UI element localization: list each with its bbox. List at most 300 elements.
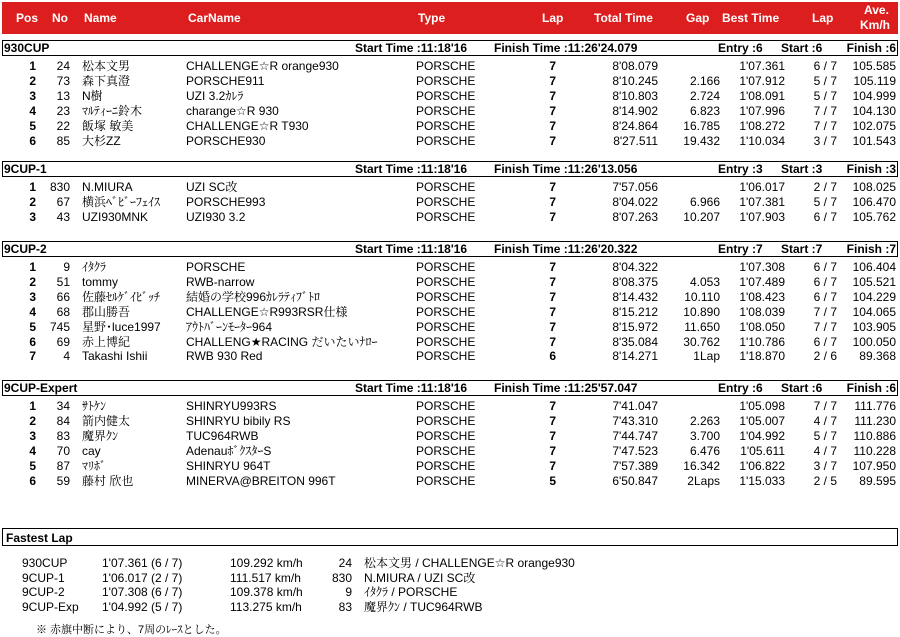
laps: 7 (549, 209, 556, 224)
result-row (0, 474, 900, 488)
avg-speed: 107.950 (852, 458, 896, 473)
best-time: 1'15.033 (739, 473, 785, 488)
gap: 2.263 (689, 413, 720, 428)
best-lap: 5 / 7 (813, 428, 837, 443)
result-row (0, 305, 900, 319)
red-flag-note: ※ 赤旗中断により、7周のﾚｰｽとした。 (36, 624, 227, 636)
best-lap: 2 / 6 (813, 349, 837, 364)
best-lap: 3 / 7 (813, 133, 837, 148)
best-time: 1'07.996 (739, 103, 785, 118)
divider (897, 40, 898, 55)
result-row (0, 210, 900, 224)
total-time: 7'47.523 (612, 443, 658, 458)
total-time: 7'41.047 (612, 399, 658, 413)
fastest-lap-title: Fastest Lap (6, 531, 73, 545)
section-start-time: Start Time :11:18'16 (355, 162, 468, 176)
best-time: 1'07.381 (739, 194, 785, 209)
total-time: 7'57.056 (612, 180, 658, 194)
col-type: Type (418, 11, 446, 25)
section-finish-count: Finish :6 (846, 41, 896, 55)
laps: 5 (549, 473, 556, 488)
result-row (0, 119, 900, 133)
gap: 16.785 (683, 118, 720, 133)
car-type: PORSCHE (416, 443, 476, 458)
laps: 6 (549, 349, 556, 364)
total-time: 8'15.972 (612, 319, 658, 334)
result-row (0, 59, 900, 73)
pos: 1 (29, 59, 36, 73)
car-type: PORSCHE (416, 289, 476, 304)
result-row (0, 429, 900, 443)
pos: 5 (29, 458, 36, 473)
best-lap: 7 / 7 (813, 399, 837, 413)
section-finish-time: Finish Time :11:25'57.047 (494, 381, 638, 395)
driver-name: UZI930MNK (82, 209, 149, 224)
gap: 2.724 (689, 88, 720, 103)
car-name: UZI SC改 (186, 180, 238, 194)
avg-speed: 105.119 (853, 73, 896, 88)
car-type: PORSCHE (416, 334, 476, 349)
driver-name: 松本文男 (82, 59, 131, 73)
avg-speed: 106.470 (852, 194, 896, 209)
gap: 2Laps (687, 473, 720, 488)
best-lap: 2 / 5 (813, 473, 837, 488)
driver-name: N樹 (82, 88, 103, 103)
section-title: 9CUP-2 (4, 242, 47, 256)
avg-speed: 105.762 (852, 209, 896, 224)
driver-name: 箭内健太 (82, 413, 131, 428)
car-no: 69 (56, 334, 70, 349)
pos: 6 (29, 473, 36, 488)
avg-speed: 104.065 (852, 304, 896, 319)
gap: 10.110 (684, 289, 720, 304)
best-time: 1'18.870 (739, 349, 785, 364)
avg-speed: 89.595 (859, 473, 896, 488)
car-no: 51 (56, 274, 70, 289)
best-lap: 7 / 7 (813, 304, 837, 319)
fl-driver: 魔界ｸﾝ / TUC964RWB (364, 599, 483, 614)
driver-name: 藤村 欣也 (82, 473, 134, 488)
section-start-count: Start :6 (781, 41, 823, 55)
total-time: 7'43.310 (612, 413, 658, 428)
result-row (0, 89, 900, 103)
total-time: 8'14.432 (612, 289, 658, 304)
total-time: 6'50.847 (612, 473, 658, 488)
best-lap: 7 / 7 (813, 103, 837, 118)
car-no: 67 (56, 194, 70, 209)
result-row (0, 320, 900, 334)
fastest-lap-row (2, 556, 900, 570)
laps: 7 (549, 194, 556, 209)
section-finish-count: Finish :6 (846, 381, 896, 395)
car-name: AdenauﾎﾞｸｽﾀｰS (186, 443, 272, 458)
best-time: 1'10.786 (739, 334, 785, 349)
pos: 2 (29, 194, 36, 209)
car-type: PORSCHE (416, 133, 476, 148)
car-no: 83 (56, 428, 70, 443)
col-gap: Gap (686, 11, 710, 25)
car-no: 4 (63, 349, 70, 364)
car-name: CHALLENGE☆R T930 (186, 118, 309, 133)
divider (2, 40, 3, 55)
car-no: 24 (56, 59, 70, 73)
fl-car-no: 9 (345, 585, 352, 599)
section-start-count: Start :3 (781, 162, 823, 176)
car-name: PORSCHE911 (186, 73, 265, 88)
car-type: PORSCHE (416, 103, 476, 118)
car-name: CHALLENGE☆R orange930 (186, 59, 339, 73)
car-type: PORSCHE (416, 428, 476, 443)
pos: 5 (29, 118, 36, 133)
result-row (0, 74, 900, 88)
pos: 4 (29, 443, 36, 458)
section-start-time: Start Time :11:18'16 (355, 381, 468, 395)
best-time: 1'05.007 (739, 413, 785, 428)
car-type: PORSCHE (416, 458, 476, 473)
avg-speed: 110.228 (853, 443, 896, 458)
pos: 7 (29, 349, 36, 364)
car-type: PORSCHE (416, 180, 476, 194)
fl-class: 930CUP (22, 556, 68, 570)
avg-speed: 104.999 (852, 88, 896, 103)
result-row (0, 399, 900, 413)
pos: 1 (29, 399, 36, 413)
total-time: 8'10.245 (612, 73, 658, 88)
result-row (0, 180, 900, 194)
car-type: PORSCHE (416, 473, 476, 488)
result-row (0, 260, 900, 274)
car-name: CHALLENGE☆R993RSR仕様 (186, 304, 348, 319)
car-type: PORSCHE (416, 304, 476, 319)
gap: 16.342 (683, 458, 720, 473)
car-name: TUC964RWB (186, 428, 259, 443)
driver-name: 佐藤ｾﾙｹﾞｲﾋﾞｯﾁ (82, 289, 161, 304)
gap: 11.650 (684, 319, 720, 334)
pos: 2 (29, 413, 36, 428)
car-type: PORSCHE (416, 209, 476, 224)
car-type: PORSCHE (416, 349, 476, 364)
fastest-lap-row (2, 585, 900, 599)
col-total-time: Total Time (594, 11, 653, 25)
laps: 7 (549, 319, 556, 334)
laps: 7 (549, 118, 556, 133)
car-name: charange☆R 930 (186, 103, 279, 118)
car-name: SHINRYU bibily RS (186, 413, 291, 428)
pos: 2 (29, 73, 36, 88)
col-name: Name (84, 11, 117, 25)
best-lap: 6 / 7 (813, 260, 837, 274)
fl-time: 1'07.361 (6 / 7) (102, 556, 183, 570)
col-carname: CarName (188, 11, 241, 25)
best-time: 1'10.034 (739, 133, 785, 148)
car-name: UZI930 3.2 (186, 209, 246, 224)
best-time: 1'08.091 (739, 88, 785, 103)
total-time: 8'04.022 (612, 194, 658, 209)
avg-speed: 89.368 (859, 349, 896, 364)
section-entry-count: Entry :6 (718, 381, 763, 395)
total-time: 8'10.803 (612, 88, 658, 103)
driver-name: ｲﾀｸﾗ (82, 260, 107, 274)
pos: 3 (29, 289, 36, 304)
best-lap: 6 / 7 (813, 209, 837, 224)
col-pos: Pos (16, 11, 39, 25)
result-row (0, 195, 900, 209)
fl-class: 9CUP-1 (22, 570, 65, 585)
best-time: 1'08.423 (739, 289, 785, 304)
car-no: 68 (56, 304, 70, 319)
best-lap: 6 / 7 (813, 289, 837, 304)
driver-name: 魔界ｸﾝ (82, 428, 119, 443)
driver-name: 赤上博紀 (82, 334, 131, 349)
fl-speed: 109.378 km/h (230, 585, 303, 599)
car-type: PORSCHE (416, 118, 476, 133)
laps: 7 (549, 59, 556, 73)
gap: 3.700 (689, 428, 720, 443)
car-name: 結婚の学校996ｶﾚﾗﾃｨﾌﾞﾄﾛ (186, 289, 321, 304)
section-finish-count: Finish :7 (846, 242, 896, 256)
avg-speed: 111.776 (854, 399, 896, 413)
best-time: 1'07.903 (739, 209, 785, 224)
car-name: RWB-narrow (186, 274, 255, 289)
best-time: 1'07.912 (739, 73, 785, 88)
section-start-count: Start :6 (781, 381, 823, 395)
car-no: 70 (56, 443, 70, 458)
driver-name: N.MIURA (82, 180, 133, 194)
pos: 3 (29, 209, 36, 224)
driver-name: 横浜ﾍﾞﾋﾞｰﾌｪｲｽ (82, 194, 161, 209)
avg-speed: 103.905 (852, 319, 896, 334)
best-time: 1'04.992 (739, 428, 785, 443)
fl-driver: 松本文男 / CHALLENGE☆R orange930 (364, 556, 575, 570)
fl-car-no: 830 (331, 570, 352, 585)
divider (897, 380, 898, 395)
fl-speed: 111.517 km/h (230, 570, 301, 585)
car-name: ｱｳﾄﾊﾞｰﾝﾓｰﾀｰ964 (186, 319, 273, 334)
result-row (0, 134, 900, 148)
gap: 4.053 (689, 274, 720, 289)
best-time: 1'06.017 (739, 180, 785, 194)
pos: 2 (29, 274, 36, 289)
section-start-time: Start Time :11:18'16 (355, 242, 468, 256)
car-name: PORSCHE993 (186, 194, 266, 209)
driver-name: cay (82, 443, 101, 458)
driver-name: 大杉ZZ (82, 133, 121, 148)
result-row (0, 290, 900, 304)
car-name: PORSCHE (186, 260, 246, 274)
car-no: 9 (63, 260, 70, 274)
fastest-lap-panel (2, 528, 898, 634)
car-no: 34 (56, 399, 70, 413)
avg-speed: 110.886 (853, 428, 896, 443)
laps: 7 (549, 413, 556, 428)
total-time: 7'57.389 (612, 458, 658, 473)
divider (2, 395, 898, 396)
divider (2, 241, 3, 256)
best-lap: 6 / 7 (813, 59, 837, 73)
car-name: PORSCHE930 (186, 133, 266, 148)
fl-time: 1'06.017 (2 / 7) (102, 570, 183, 585)
best-lap: 3 / 7 (813, 458, 837, 473)
col-lap: Lap (542, 11, 564, 25)
result-row (0, 444, 900, 458)
laps: 7 (549, 289, 556, 304)
result-row (0, 459, 900, 473)
gap: 6.476 (689, 443, 720, 458)
section-entry-count: Entry :3 (718, 162, 763, 176)
car-no: 13 (56, 88, 70, 103)
fastest-lap-row (2, 571, 900, 585)
driver-name: ﾏﾙﾃｨｰﾆ鈴木 (82, 103, 143, 118)
pos: 4 (29, 103, 36, 118)
car-name: MINERVA@BREITON 996T (186, 473, 336, 488)
avg-speed: 108.025 (852, 180, 896, 194)
driver-name: 飯塚 敏美 (82, 118, 134, 133)
gap: 19.432 (683, 133, 720, 148)
driver-name: ﾏﾘﾎﾞ (82, 458, 107, 473)
best-lap: 2 / 7 (813, 180, 837, 194)
divider (2, 380, 3, 395)
car-no: 85 (56, 133, 70, 148)
car-no: 73 (56, 73, 70, 88)
total-time: 8'35.084 (612, 334, 658, 349)
avg-speed: 106.404 (852, 260, 896, 274)
avg-speed: 105.585 (852, 59, 896, 73)
pos: 4 (29, 304, 36, 319)
pos: 3 (29, 88, 36, 103)
avg-speed: 100.050 (852, 334, 896, 349)
fl-class: 9CUP-Exp (22, 599, 79, 614)
laps: 7 (549, 334, 556, 349)
pos: 3 (29, 428, 36, 443)
fl-car-no: 24 (338, 556, 352, 570)
avg-speed: 104.229 (852, 289, 896, 304)
divider (897, 161, 898, 176)
best-lap: 5 / 7 (813, 194, 837, 209)
laps: 7 (549, 88, 556, 103)
best-time: 1'06.822 (739, 458, 785, 473)
car-no: 830 (49, 180, 70, 194)
pos: 6 (29, 334, 36, 349)
car-no: 23 (56, 103, 70, 118)
car-no: 745 (49, 319, 70, 334)
car-type: PORSCHE (416, 274, 476, 289)
col-no: No (52, 11, 68, 25)
col-kmh: Km/h (860, 18, 890, 32)
total-time: 8'08.375 (612, 274, 658, 289)
avg-speed: 111.230 (854, 413, 896, 428)
laps: 7 (549, 274, 556, 289)
fl-car-no: 83 (338, 599, 352, 614)
car-type: PORSCHE (416, 194, 476, 209)
best-lap: 6 / 7 (813, 274, 837, 289)
result-row (0, 335, 900, 349)
car-no: 84 (56, 413, 70, 428)
best-time: 1'08.272 (739, 118, 785, 133)
best-time: 1'07.361 (739, 59, 785, 73)
divider (897, 241, 898, 256)
section-entry-count: Entry :6 (718, 41, 763, 55)
avg-speed: 102.075 (852, 118, 896, 133)
car-type: PORSCHE (416, 88, 476, 103)
total-time: 8'08.079 (612, 59, 658, 73)
section-title: 9CUP-Expert (4, 381, 78, 395)
gap: 2.166 (689, 73, 720, 88)
car-name: SHINRYU993RS (186, 399, 277, 413)
total-time: 8'24.864 (612, 118, 658, 133)
section-finish-time: Finish Time :11:26'20.322 (494, 242, 638, 256)
gap: 30.762 (683, 334, 720, 349)
result-row (0, 414, 900, 428)
fl-driver: N.MIURA / UZI SC改 (364, 570, 476, 585)
car-type: PORSCHE (416, 59, 476, 73)
car-type: PORSCHE (416, 73, 476, 88)
driver-name: Takashi Ishii (82, 349, 148, 364)
gap: 6.966 (689, 194, 720, 209)
best-lap: 4 / 7 (813, 413, 837, 428)
best-lap: 5 / 7 (813, 73, 837, 88)
pos: 6 (29, 133, 36, 148)
section-title: 930CUP (4, 41, 50, 55)
car-no: 22 (56, 118, 70, 133)
car-type: PORSCHE (416, 260, 476, 274)
car-type: PORSCHE (416, 413, 476, 428)
car-type: PORSCHE (416, 399, 476, 413)
total-time: 8'07.263 (612, 209, 658, 224)
section-start-time: Start Time :11:18'16 (355, 41, 468, 55)
driver-name: ｻﾄｹﾝ (82, 399, 107, 413)
divider (2, 256, 898, 257)
best-time: 1'07.308 (739, 260, 785, 274)
result-row (0, 349, 900, 363)
section-title: 9CUP-1 (4, 162, 47, 176)
total-time: 8'14.271 (612, 349, 658, 364)
car-type: PORSCHE (416, 319, 476, 334)
avg-speed: 105.521 (852, 274, 896, 289)
avg-speed: 101.543 (852, 133, 896, 148)
best-lap: 7 / 7 (813, 319, 837, 334)
results-header-bar (2, 2, 898, 34)
total-time: 8'15.212 (612, 304, 658, 319)
gap: 10.890 (683, 304, 720, 319)
car-name: UZI 3.2ｶﾚﾗ (186, 88, 244, 103)
best-lap: 5 / 7 (813, 88, 837, 103)
laps: 7 (549, 399, 556, 413)
total-time: 8'04.322 (612, 260, 658, 274)
section-entry-count: Entry :7 (718, 242, 763, 256)
car-name: RWB 930 Red (186, 349, 263, 364)
car-name: SHINRYU 964T (186, 458, 271, 473)
laps: 7 (549, 103, 556, 118)
fl-speed: 109.292 km/h (230, 556, 303, 570)
total-time: 8'27.511 (613, 133, 658, 148)
laps: 7 (549, 304, 556, 319)
pos: 1 (29, 260, 36, 274)
section-start-count: Start :7 (781, 242, 823, 256)
car-no: 87 (56, 458, 70, 473)
laps: 7 (549, 133, 556, 148)
avg-speed: 104.130 (852, 103, 896, 118)
fl-time: 1'07.308 (6 / 7) (102, 585, 183, 599)
car-no: 59 (56, 473, 70, 488)
fl-class: 9CUP-2 (22, 585, 65, 599)
pos: 1 (29, 180, 36, 194)
best-lap: 4 / 7 (813, 443, 837, 458)
best-lap: 6 / 7 (813, 334, 837, 349)
laps: 7 (549, 443, 556, 458)
result-row (0, 275, 900, 289)
col-best-time: Best Time (722, 11, 780, 25)
fl-driver: ｲﾀｸﾗ / PORSCHE (364, 585, 458, 599)
